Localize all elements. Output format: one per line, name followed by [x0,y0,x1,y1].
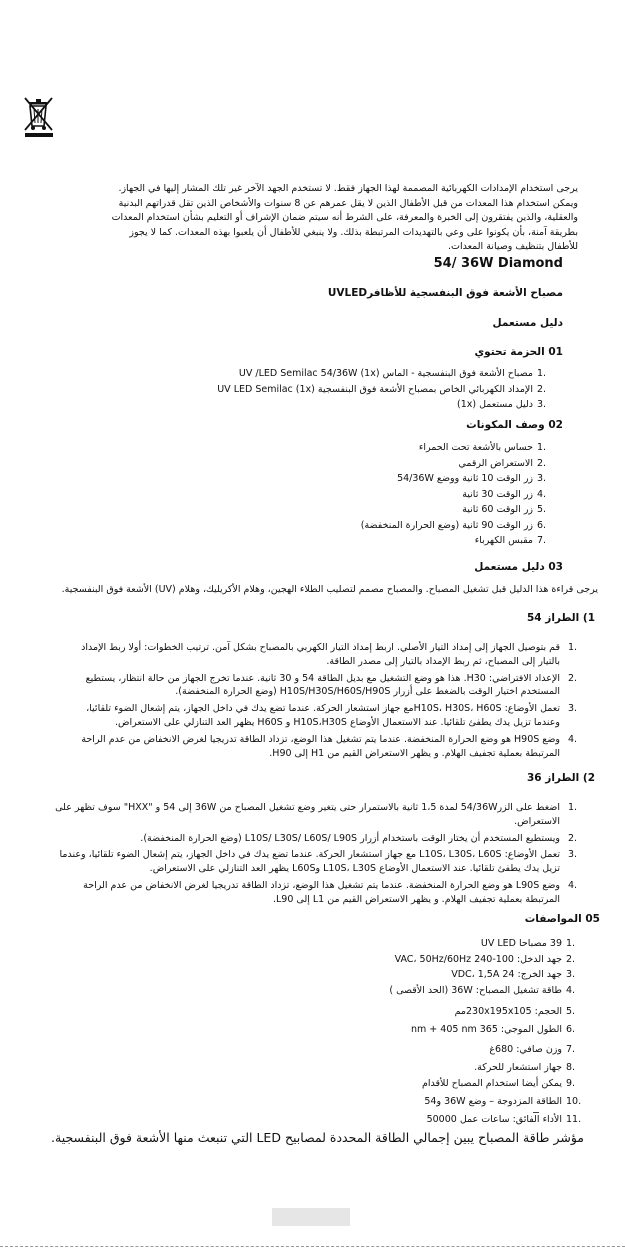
list-item: 6. الطول الموجي: 365 nm + 405 nm [411,1023,576,1035]
section2-title: 02 وصف المكونات [466,419,563,431]
model54-steps [60,641,578,763]
list-item: 3. جهد الخرج: 24 VDC، 1,5A [451,969,576,980]
list-item: 11. الأداء الفائق: ساعات عمل 50000 [426,1114,582,1125]
list-item: 3. تعمل الأوضاع: L10S، L30S، L60S مع جهاز استشعار الحركة. عندما تضع يدك في داخل الجهاز، يتم إشعال الضوء تلقائيا، وعندما تزيل يدك يطفئ تلقائيا. عند الاستعمال الأوضاع L10S، L30S وL60S يظهر العد التنازلي على الاستعراض. [59,849,578,875]
package-contents-list [113,366,547,413]
list-item: 7. مقبس الكهرباء [474,535,547,546]
model54-title: 1) الطراز 54 [527,612,595,624]
list-item: 4. وضع L90S هو وضع الحرارة المنخفضة. عندما يتم تشغيل هذا الوضع، تزداد الطاقة تدريجيا لغرض الانخفاض من عدم الراحة المرتبطة بعملية تجفيف الهلام. و يظهر الاستعراض القيم من L1 إلى L90. [83,879,578,905]
list-item: 3. زر الوقت 10 ثانية ووضع 54/36W [397,473,547,484]
list-item: 1. مصباح الأشعة فوق البنفسجية - الماس UV /LED Semilac 54/36W (1x) [238,368,547,379]
list-item: 5. زر الوقت 60 ثانية [462,504,547,515]
list-item: 10. الطاقة المزدوجة – وضع 36W و54 [424,1096,582,1107]
list-item: 2. الإمداد الكهربائي الخاص بمصباح الأشعة فوق البنفسجية UV LED Semilac (1x) [217,383,547,395]
list-item: 8. جهاز استشعار للحركة. [474,1061,576,1073]
list-item: 4. زر الوقت 30 ثانية [462,488,547,500]
list-item: 1. حساس بالأشعة تحت الحمراء [418,442,547,453]
manual-label: دليل مستعمل [492,317,563,329]
safety-paragraph: يرجى استخدام الإمدادات الكهربائية المصممة لهذا الجهاز فقط. لا تستخدم الجهد الآخر غير تلك المشار إليها في الجهاز. ويمكن استخدام هذا المعدات من قبل الأطفال الذين لا يقل عمرهم عن 8 سنوات والأشخاص الذين تقل قدراتهم البدنية والعقلية، والذين يفتقرون إلى الخبرة والمعرفة، على الشرط أنه سيتم ضمان الإشراف أو التعليم بشأن استخدام المعدات بطريقة آمنة، بأن يكونوا على وعي بالتهديدات المرتبطة بذلك. ولا ينبغي للأطفال أن يلعبوا بهذه المعدات. كما لا يجوز للأطفال بتنظيف وصيانة المعدات. [111,183,578,252]
list-item: 2. الاستعراض الرقمي [458,457,547,469]
components-list [213,440,547,549]
section3-title: 03 دليل مستعمل [474,561,563,573]
section5-title: 05 المواصفات [524,913,600,925]
list-item: 1. قم بتوصيل الجهاز إلى إمداد التيار الأصلي. اربط إمداد التيار الكهربي بالمصباح بشكل آمن. ترتيب الخطوات: أولا ربط الإمداد بالتيار إلى المصباح، ثم ربط الإمداد بالتيار إلى مصدر الطاقة. [81,642,578,667]
list-item: 1. 39 مصباحا UV LED [480,938,576,949]
specifications-list [262,936,582,1129]
footer-note: مؤشر طاقة المصباح يبين إجمالي الطاقة المحددة لمصابيح LED التي تنبعث منها الأشعة فوق البنفسجية. [51,1130,584,1145]
crossed-out-wheelie-bin-icon [22,96,56,138]
model36-title: 2) الطراز 36 [527,772,595,784]
divider-mark [533,1112,539,1113]
model-title: 54/ 36W Diamond [433,256,563,271]
section1-title: 01 الحزمة تحتوي [474,346,563,358]
list-item: 2. جهد الدخل: 100-240 VAC، 50Hz/60Hz [394,953,576,965]
list-item: 2. ويستطيع المستخدم أن يختار الوقت باستخدام أزرار L10S/ L30S/ L60S/ L90S (وضع الحرارة المنخفضة). [140,832,578,844]
list-item: 4. وضع H90S هو وضع الحرارة المنخفضة. عندما يتم تشغيل هذا الوضع، تزداد الطاقة تدريجيا لغرض الانخفاض من عدم الراحة المرتبطة بعملية تجفيف الهلام. و يظهر الاستعراض القيم من H1 إلى H90. [81,733,578,759]
list-item: 2. الإعداد الافتراضي: H30. هذا هو وضع التشغيل مع بديل الطاقة 54 و 30 ثانية. عندما تخرج الجهاز من حالة انتظار، يستطيع المستخدم اختيار الوقت بالضغط على أزرار H10S/H30S/H60S/H90S (وضع الحرارة المنخفضة). [85,672,578,698]
model36-steps [55,801,578,910]
list-item: 3. تعمل الأوضاع: H10S، H30S، H60Sمع جهاز استشعار الحركة. عندما تضع يدك في داخل الجهاز، يتم إشعال الضوء تلقائيا، وعندما تزيل يدك يطفئ تلقائيا. عند الاستعمال الأوضاع H10S،H30S و H60S يظهر العد التنازلي على الاستعراض. [86,703,578,728]
page-number-box [272,1208,350,1226]
usage-intro: يرجى قراءة هذا الدليل قبل تشغيل المصباح. والمصباح مصمم لتصليب الطلاء الهجين، وهلام الأكريليك، وهلام (UV) الأشعة فوق البنفسجية. [61,584,598,595]
list-item: 7. وزن صافي: 680غ [489,1043,576,1055]
list-item: 6. زر الوقت 90 ثانية (وضع الحرارة المنخفضة) [360,519,547,531]
list-item: 1. اضغط على الزر54/36W لمدة 1،5 ثانية بالاستمرار حتى يتغير وضع تشغيل المصباح من 36W إلى 54 و "HXX" سوف تظهر على الاستعراض. [55,802,578,827]
list-item: 4. طاقة تشغيل المصباح: 36W (الحد الأقصى ) [389,984,576,996]
list-item: 5. الحجم: 230x195x105مم [454,1006,576,1017]
page-bottom-divider [0,1246,625,1247]
product-title: مصباح الأشعة فوق البنفسجية للأظافرUVLED [327,287,563,299]
list-item: 9. يمكن أيضا استخدام المصباح للأقدام [422,1078,576,1089]
list-item: 3. دليل مستعمل (1x) [456,399,547,410]
